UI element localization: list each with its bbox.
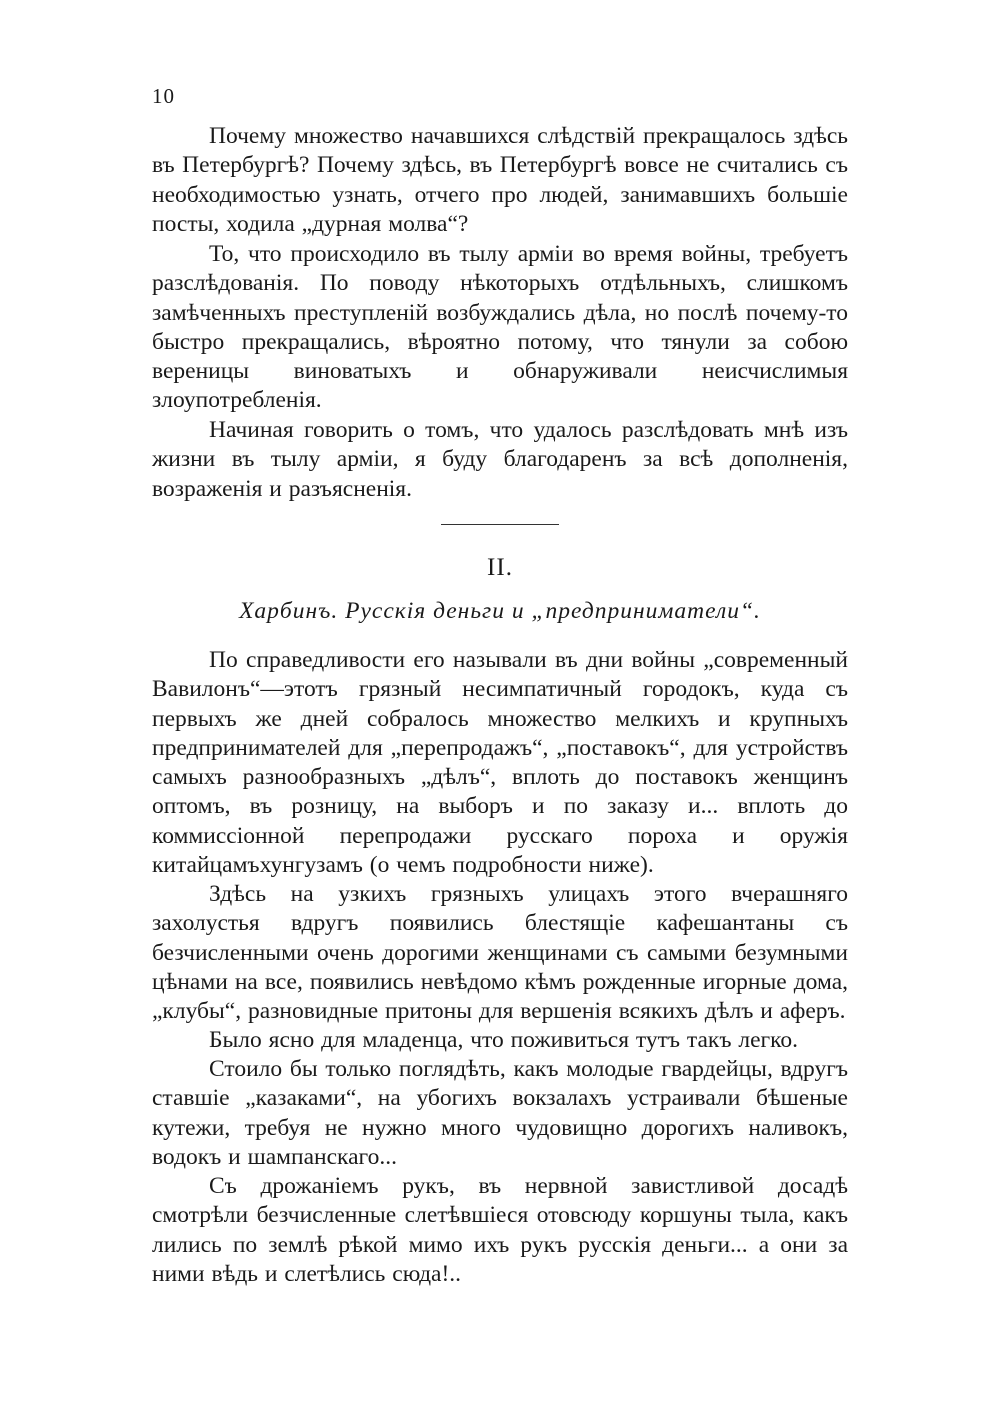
paragraph-vultures: Съ дрожаніемъ рукъ, въ нервной завистливой досадѣ смотрѣли безчисленные слетѣвшіеся отовсюду коршуны тыла, какъ лились по землѣ рѣкой мимо ихъ рукъ русскія деньги... а они за ними вѣдь и слетѣлись сюда!.. <box>152 1173 848 1287</box>
paragraph-harbin-streets: Здѣсь на узкихъ грязныхъ улицахъ этого вчерашняго захолустья вдругъ появились блестящіе кафешантаны съ безчисленными очень дорогими женщинами съ самыми безумными цѣнами на все, появились невѣдомо кѣмъ рожденные игорные дома, „клубы“, разновидные притоны для вершенія всякихъ дѣлъ и аферъ. <box>152 881 848 1025</box>
section-divider <box>441 524 559 525</box>
section-number: II. <box>487 554 513 581</box>
paragraph-easy-profit: Было ясно для младенца, что поживиться тутъ такъ легко. <box>209 1027 799 1053</box>
paragraph-rear-army-investigation: То, что происходило въ тылу арміи во время войны, требуетъ разслѣдованія. По поводу нѣкоторыхъ отдѣльныхъ, слишкомъ замѣченныхъ преступленій возбуждались дѣла, но послѣ почему-то быстро прекращались, вѣроятно потому, что тянули за собою вереницы виноватыхъ и обнаруживали неисчислимыя злоупотребленія. <box>152 241 848 414</box>
paragraph-guards-revelry: Стоило бы только поглядѣть, какъ молодые гвардейцы, вдругъ ставшіе „казаками“, на убогихъ вокзалахъ устраивали бѣшеные кутежи, требуя не нужно много чудовищно дорогихъ наливокъ, водокъ и шампанскаго... <box>152 1056 848 1170</box>
page-number: 10 <box>152 84 175 108</box>
paragraph-author-intro: Начиная говорить о томъ, что удалось разслѣдовать мнѣ изъ жизни въ тылу арміи, я буду благодаренъ за всѣ дополненія, возраженія и разъясненія. <box>152 417 848 502</box>
paragraph-why-investigations-stopped: Почему множество начавшихся слѣдствій прекращалось здѣсь въ Петербургѣ? Почему здѣсь, въ Петербургѣ вовсе не считались съ необходимостью узнать, отчего про людей, занимавшихъ большіе посты, ходила „дурная молва“? <box>152 123 848 237</box>
paragraph-harbin-babylon: По справедливости его называли въ дни войны „современный Вавилонъ“—этотъ грязный несимпатичный городокъ, куда съ первыхъ же дней собралось множество мелкихъ и крупныхъ предпринимателей для „перепродажъ“, „поставокъ“, для устройствъ самыхъ разнообразныхъ „дѣлъ“, вплоть до поставокъ женщинъ оптомъ, въ розницу, на выборъ и по заказу и... вплоть до коммиссіонной перепродажи русскаго пороха и оружія китайцамъхунгузамъ (о чемъ подробности ниже). <box>152 647 848 879</box>
section-title: Харбинъ. Русскія деньги и „предприниматели“. <box>239 598 761 624</box>
